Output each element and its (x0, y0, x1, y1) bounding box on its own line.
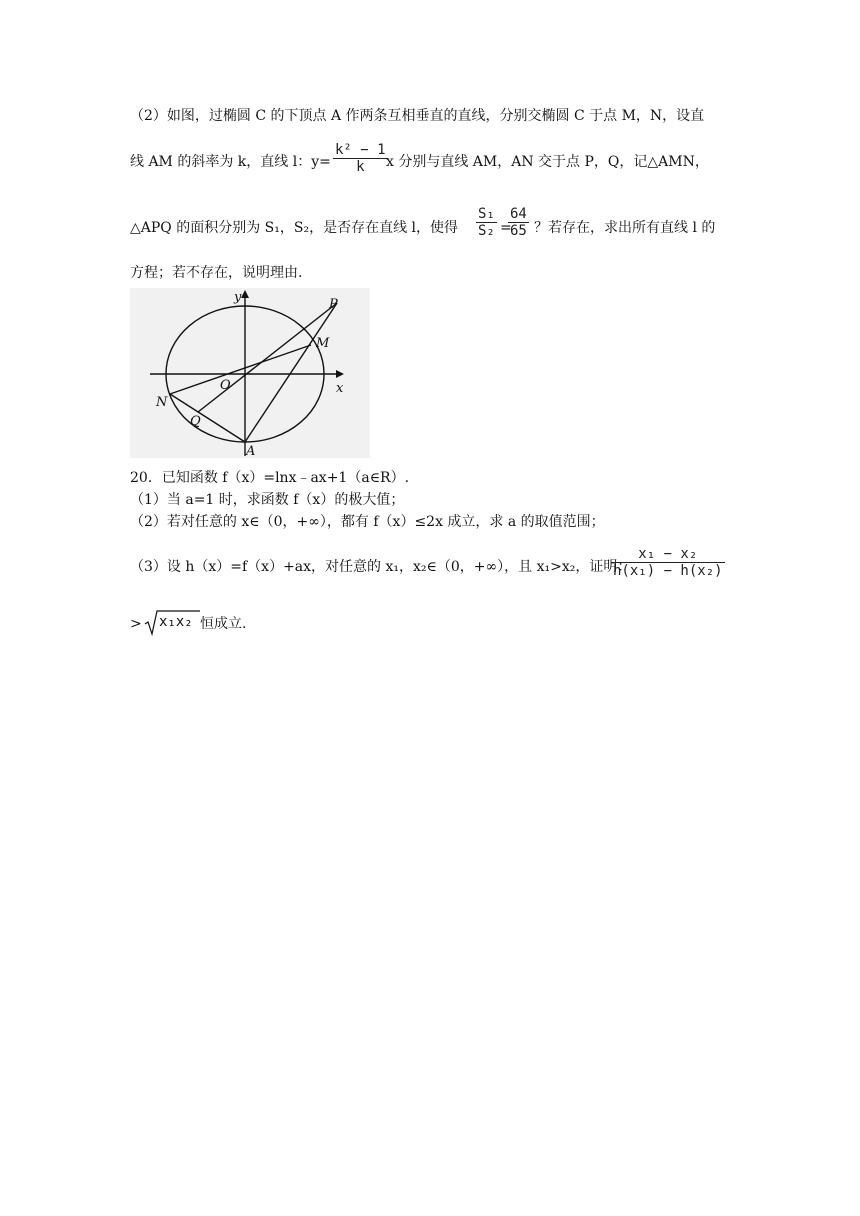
s2-denominator: S₂ (478, 223, 495, 239)
q20-part1: （1）当 a=1 时，求函数 f（x）的极大值； (130, 492, 405, 508)
h-fraction-denominator: h(x₁) − h(x₂) (613, 563, 723, 579)
label-a: A (246, 444, 256, 458)
ellipse-diagram (130, 288, 370, 458)
label-x: x (336, 381, 344, 396)
x-arrow-icon (336, 370, 344, 378)
q19-part2-line1: （2）如图，过椭圆 C 的下顶点 A 作两条互相垂直的直线，分别交椭圆 C 于点 M，N，设直 (130, 108, 705, 124)
q20-part3: （3）设 h（x）=f（x）+ax，对任意的 x₁，x₂∈（0，+∞），且 x₁>x₂，证明： (130, 559, 632, 575)
q19-part2-line4: 方程；若不存在，说明理由. (130, 265, 303, 281)
h-fraction (611, 546, 725, 579)
label-n: N (156, 395, 168, 410)
label-p: P (329, 297, 338, 312)
value-fraction (508, 206, 529, 239)
y-arrow-icon (241, 290, 249, 298)
line-ap (245, 303, 337, 442)
value-denominator: 65 (510, 223, 527, 239)
q20-part2: （2）若对任意的 x∈（0，+∞），都有 f（x）≤2x 成立，求 a 的取值范围； (130, 514, 605, 530)
q19-part2-line2-post: x 分别与直线 AM，AN 交于点 P，Q，记△AMN， (386, 154, 709, 170)
label-m: M (316, 336, 330, 351)
ellipse-figure (130, 288, 370, 458)
line-l (198, 303, 337, 412)
label-y: y (234, 290, 242, 305)
sqrt-radicand: x₁x₂ (159, 614, 193, 630)
line-nm (170, 345, 311, 394)
equals-sign: = (500, 220, 512, 236)
q19-part2-line3-pre: △APQ 的面积分别为 S₁，S₂，是否存在直线 l，使得 (130, 220, 459, 236)
q19-part2-line2-pre: 线 AM 的斜率为 k，直线 l：y= (130, 154, 331, 170)
q19-part2-line3-post: ？若存在，求出所有直线 l 的 (534, 220, 716, 236)
s1-numerator: S₁ (478, 206, 495, 222)
h-fraction-numerator: x₁ − x₂ (638, 546, 698, 562)
q20-title: 20．已知函数 f（x）=lnx﹣ax+1（a∈R）. (130, 470, 410, 486)
k-fraction-denominator: k (356, 159, 365, 175)
q20-greater-sign: > (130, 616, 142, 632)
q20-conclusion: 恒成立. (200, 616, 247, 632)
label-o: O (220, 378, 231, 393)
k-fraction-numerator: k² − 1 (335, 142, 386, 158)
label-q: Q (190, 414, 201, 429)
k-fraction (333, 142, 388, 175)
value-numerator: 64 (510, 206, 527, 222)
s-ratio-fraction (476, 206, 497, 239)
